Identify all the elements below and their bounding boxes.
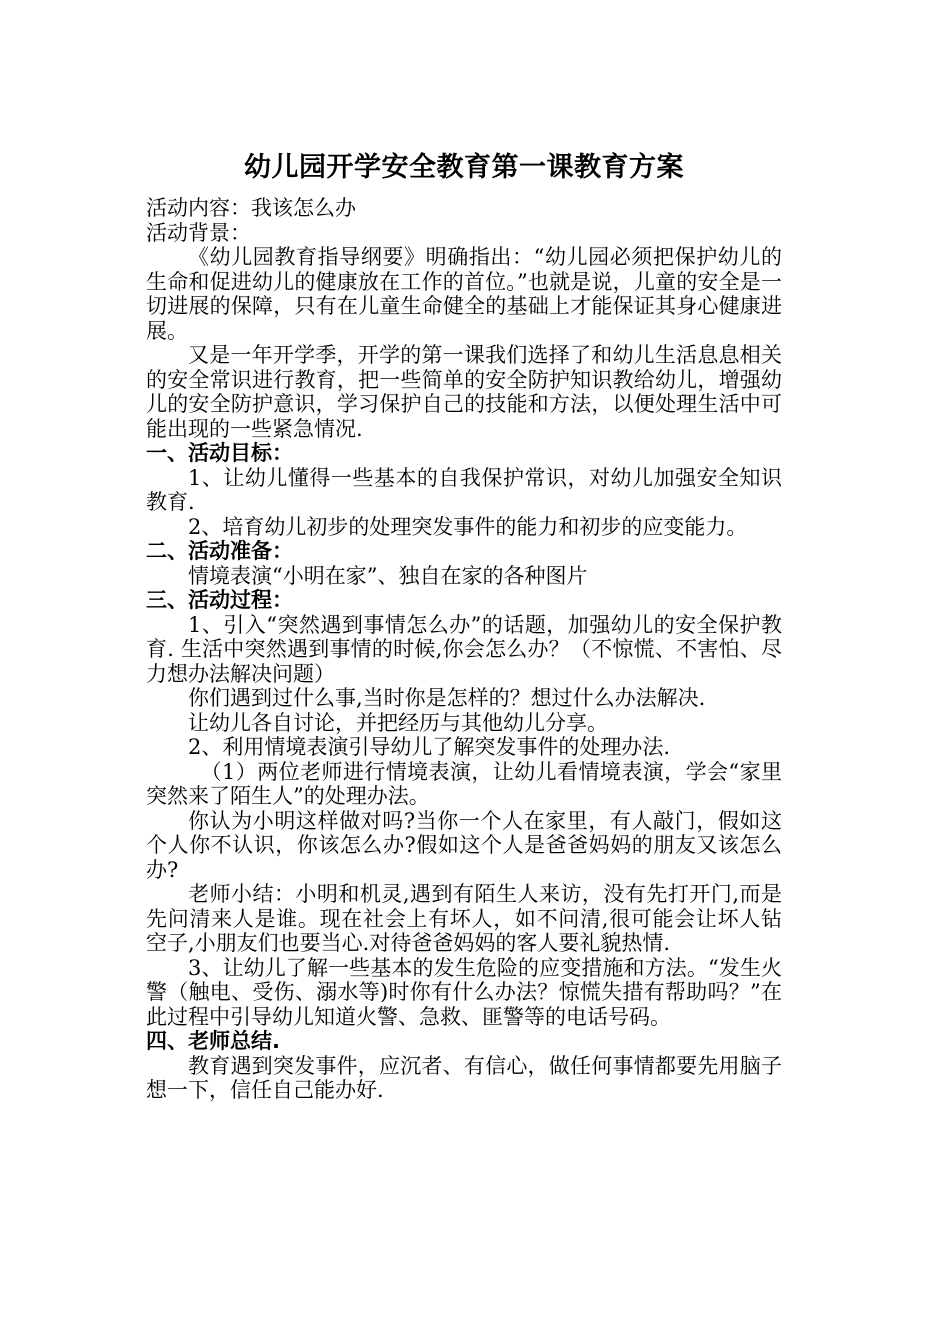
document-title: 幼儿园开学安全教育第一课教育方案 [244,152,684,183]
section-3-heading: 三、活动过程： [146,588,293,612]
section-1-paragraph-1: 1、让幼儿懂得一些基本的自我保护常识，对幼儿加强安全知识教育. [146,465,782,514]
section-1-paragraph-2: 2、培育幼儿初步的处理突发事件的能力和初步的应变能力。 [188,514,748,539]
section-3-paragraph-7: 老师小结：小明和机灵,遇到有陌生人来访，没有先打开门,而是先问清来人是谁。现在社会上有坏人，如不问清,很可能会让坏人钻空子,小朋友们也要当心.对待爸爸妈妈的客人要礼貌热情. [146,882,782,955]
activity-content: 活动内容：我该怎么办 [146,196,356,220]
section-2-paragraph-1: 情境表演“小明在家”、独自在家的各种图片 [188,563,588,588]
section-3-paragraph-3: 让幼儿各自讨论，并把经历与其他幼儿分享。 [188,710,608,735]
section-3-paragraph-5: （1）两位老师进行情境表演，让幼儿看情境表演，学会“家里突然来了陌生人”的处理办法。 [146,759,782,808]
section-4-heading: 四、老师总结. [146,1029,280,1053]
section-3-paragraph-1: 1、引入“突然遇到事情怎么办”的话题，加强幼儿的安全保护教育. 生活中突然遇到事情的时候,你会怎么办？（不惊慌、不害怕、尽力想办法解决问题） [146,612,782,686]
document-page [146,148,782,1103]
section-3-paragraph-6: 你认为小明这样做对吗?当你一个人在家里，有人敲门，假如这个人你不认识，你该怎么办?假如这个人是爸爸妈妈的朋友又该怎么办? [146,808,782,882]
section-1-heading: 一、活动目标： [146,441,293,465]
background-paragraph-2: 又是一年开学季，开学的第一课我们选择了和幼儿生活息息相关的安全常识进行教育，把一些简单的安全防护知识教给幼儿，增强幼儿的安全防护意识，学习保护自己的技能和方法，以便处理生活中可能出现的一些紧急情况. [146,343,782,441]
activity-background-label: 活动背景： [146,220,251,245]
section-3-paragraph-4: 2、利用情境表演引导幼儿了解突发事件的处理办法. [188,735,671,759]
background-paragraph-1: 《幼儿园教育指导纲要》明确指出：“幼儿园必须把保护幼儿的生命和促进幼儿的健康放在工作的首位。”也就是说，儿童的安全是一切进展的保障，只有在儿童生命健全的基础上才能保证其身心健康进展。 [146,245,782,343]
section-3-paragraph-8: 3、让幼儿了解一些基本的发生危险的应变措施和方法。“发生火警（触电、受伤、溺水等)时你有什么办法？惊慌失措有帮助吗？”在此过程中引导幼儿知道火警、急救、匪警等的电话号码。 [146,955,782,1029]
section-4-paragraph-1: 教育遇到突发事件，应沉者、有信心，做任何事情都要先用脑子想一下，信任自己能办好. [146,1053,782,1102]
section-3-paragraph-2: 你们遇到过什么事,当时你是怎样的？想过什么办法解决. [188,686,706,710]
section-2-heading: 二、活动准备： [146,539,293,563]
